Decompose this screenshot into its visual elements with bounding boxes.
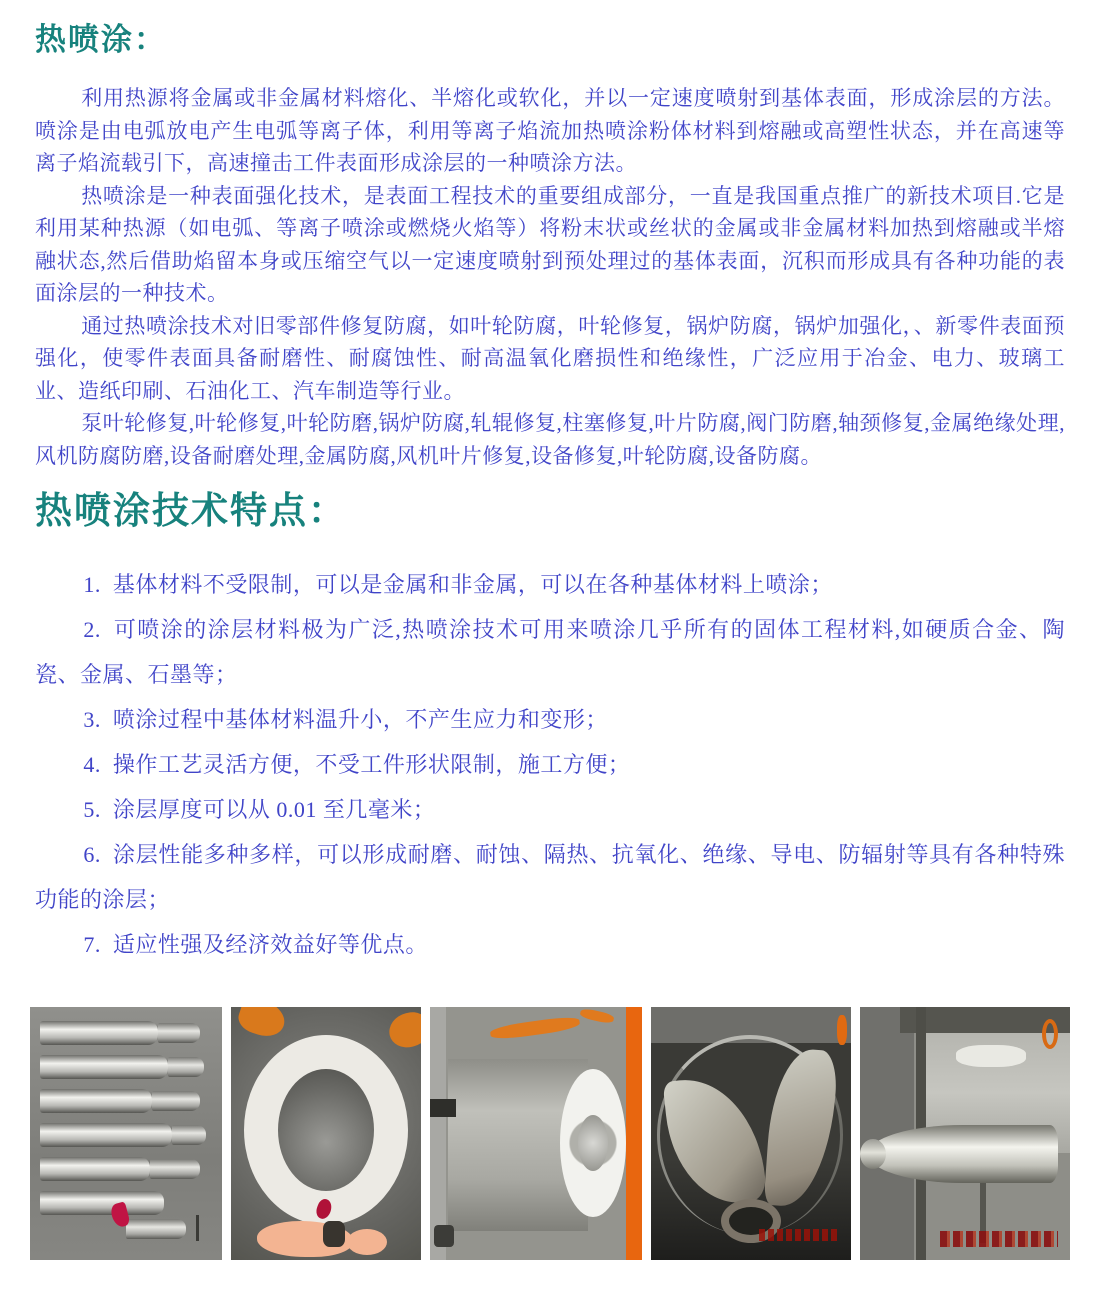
feature-text: 适应性强及经济效益好等优点。 (112, 932, 428, 957)
paragraph-applications: 通过热喷涂技术对旧零部件修复防腐，如叶轮防腐，叶轮修复，锅炉防腐，锅炉加强化，、新零件表面预强化，使零件表面具备耐磨性、耐腐蚀性、耐高温氧化磨损性和绝缘性，广泛应用于冶金、电力、玻璃工业、造纸印刷、石油化工、汽车制造等行业。 (35, 313, 1065, 403)
shaft-step-shape (126, 1219, 186, 1239)
feature-list (35, 562, 1065, 967)
orange-streak (579, 1008, 614, 1025)
orange-mark (1042, 1019, 1058, 1049)
paragraph-definition: 利用热源将金属或非金属材料熔化、半熔化或软化，并以一定速度喷射到基体表面，形成涂层的方法。喷涂是由电弧放电产生电弧等离子体，利用等离子焰流加热喷涂粉体材料到熔融或高塑性状态，并在高速等离子焰流载引下，高速撞击工件表面形成涂层的一种喷涂方法。 (35, 86, 1065, 175)
feature-text: 涂层性能多种多样，可以形成耐磨、耐蚀、隔热、抗氧化、绝缘、导电、防辐射等具有各种特殊功能的涂层； (35, 842, 1065, 912)
feature-number: 5. (83, 797, 101, 822)
shaft-step-shape (158, 1023, 200, 1043)
feature-item-5 (35, 787, 1065, 832)
feature-number: 7. (83, 932, 101, 957)
dark-mark (323, 1221, 345, 1247)
feature-number: 6. (83, 842, 101, 867)
shaft-step-shape (172, 1125, 206, 1145)
highlight-shape (956, 1045, 1026, 1067)
shaft-shape (40, 1191, 164, 1215)
paragraph-technology-overview: 热喷涂是一种表面强化技术，是表面工程技术的重要组成部分，一直是我国重点推广的新技术项目.它是利用某种热源（如电弧、等离子喷涂或燃烧火焰等）将粉末状或丝状的金属或非金属材料加热到熔融或半熔融状态,然后借助焰留本身或压缩空气以一定速度喷射到预处理过的基体表面，沉积而形成具有各种功能的表面涂层的一种技术。 (35, 183, 1065, 305)
feature-number: 1. (83, 572, 101, 597)
paragraph-service-list: 泵叶轮修复,叶轮修复,叶轮防磨,锅炉防腐,轧辊修复,柱塞修复,叶片防腐,阀门防磨,轴颈修复,金属绝缘处理,风机防腐防磨,设备耐磨处理,金属防腐,风机叶片修复,设备修复,叶轮防腐,设备防腐。 (35, 411, 1065, 468)
orange-spot (385, 1009, 421, 1052)
dark-mark (430, 1099, 456, 1117)
orange-stripe (626, 1007, 642, 1260)
shaft-shape (40, 1157, 150, 1181)
red-watermark-mark (759, 1229, 839, 1241)
shaft-shape (40, 1055, 168, 1079)
feature-item-7 (35, 922, 1065, 967)
shaft-step-shape (168, 1057, 204, 1077)
feature-item-3 (35, 697, 1065, 742)
feature-number: 4. (83, 752, 101, 777)
roller-shaft-shape (868, 1125, 1058, 1183)
coated-drum-with-flange-photo (430, 1007, 642, 1260)
shaft-shape (40, 1089, 152, 1113)
orange-streak (489, 1015, 580, 1041)
feature-text: 基体材料不受限制，可以是金属和非金属，可以在各种基体材料上喷涂； (112, 572, 833, 597)
red-watermark-mark (940, 1231, 1058, 1247)
feature-text: 可喷涂的涂层材料极为广泛,热喷涂技术可用来喷涂几乎所有的固体工程材料,如硬质合金、陶瓷、金属、石墨等； (35, 617, 1065, 687)
fan-impeller-blades-photo (651, 1007, 851, 1260)
orange-spot (235, 1007, 289, 1041)
section-title-features: 热喷涂技术特点： (35, 491, 347, 532)
feature-item-1 (35, 562, 1065, 607)
salmon-spot (347, 1229, 387, 1255)
feature-item-4 (35, 742, 1065, 787)
dark-mark (434, 1225, 454, 1247)
shaft-shape (40, 1123, 172, 1147)
white-ring-shape (244, 1035, 408, 1225)
section-title-thermal-spray: 热喷涂： (35, 22, 167, 57)
feature-number: 2. (83, 617, 101, 642)
feature-text: 喷涂过程中基体材料温升小，不产生应力和变形； (112, 707, 608, 732)
dark-mark (196, 1215, 199, 1241)
photo-strip (30, 1007, 1065, 1260)
white-ring-liner-photo (231, 1007, 421, 1260)
shaft-step-shape (150, 1159, 200, 1179)
hub-shape (578, 1115, 608, 1171)
feature-number: 3. (83, 707, 101, 732)
feature-item-6 (35, 832, 1065, 922)
shaft-step-shape (152, 1091, 200, 1111)
feature-text: 涂层厚度可以从 0.01 至几毫米； (112, 797, 436, 822)
repaired-tapered-shafts-photo (30, 1007, 222, 1260)
polished-roller-shaft-photo (860, 1007, 1070, 1260)
feature-text: 操作工艺灵活方便，不受工件形状限制，施工方便； (112, 752, 631, 777)
shaft-nose-shape (860, 1139, 886, 1169)
feature-item-2 (35, 607, 1065, 697)
shaft-shape (40, 1021, 158, 1045)
orange-mark (837, 1015, 847, 1045)
